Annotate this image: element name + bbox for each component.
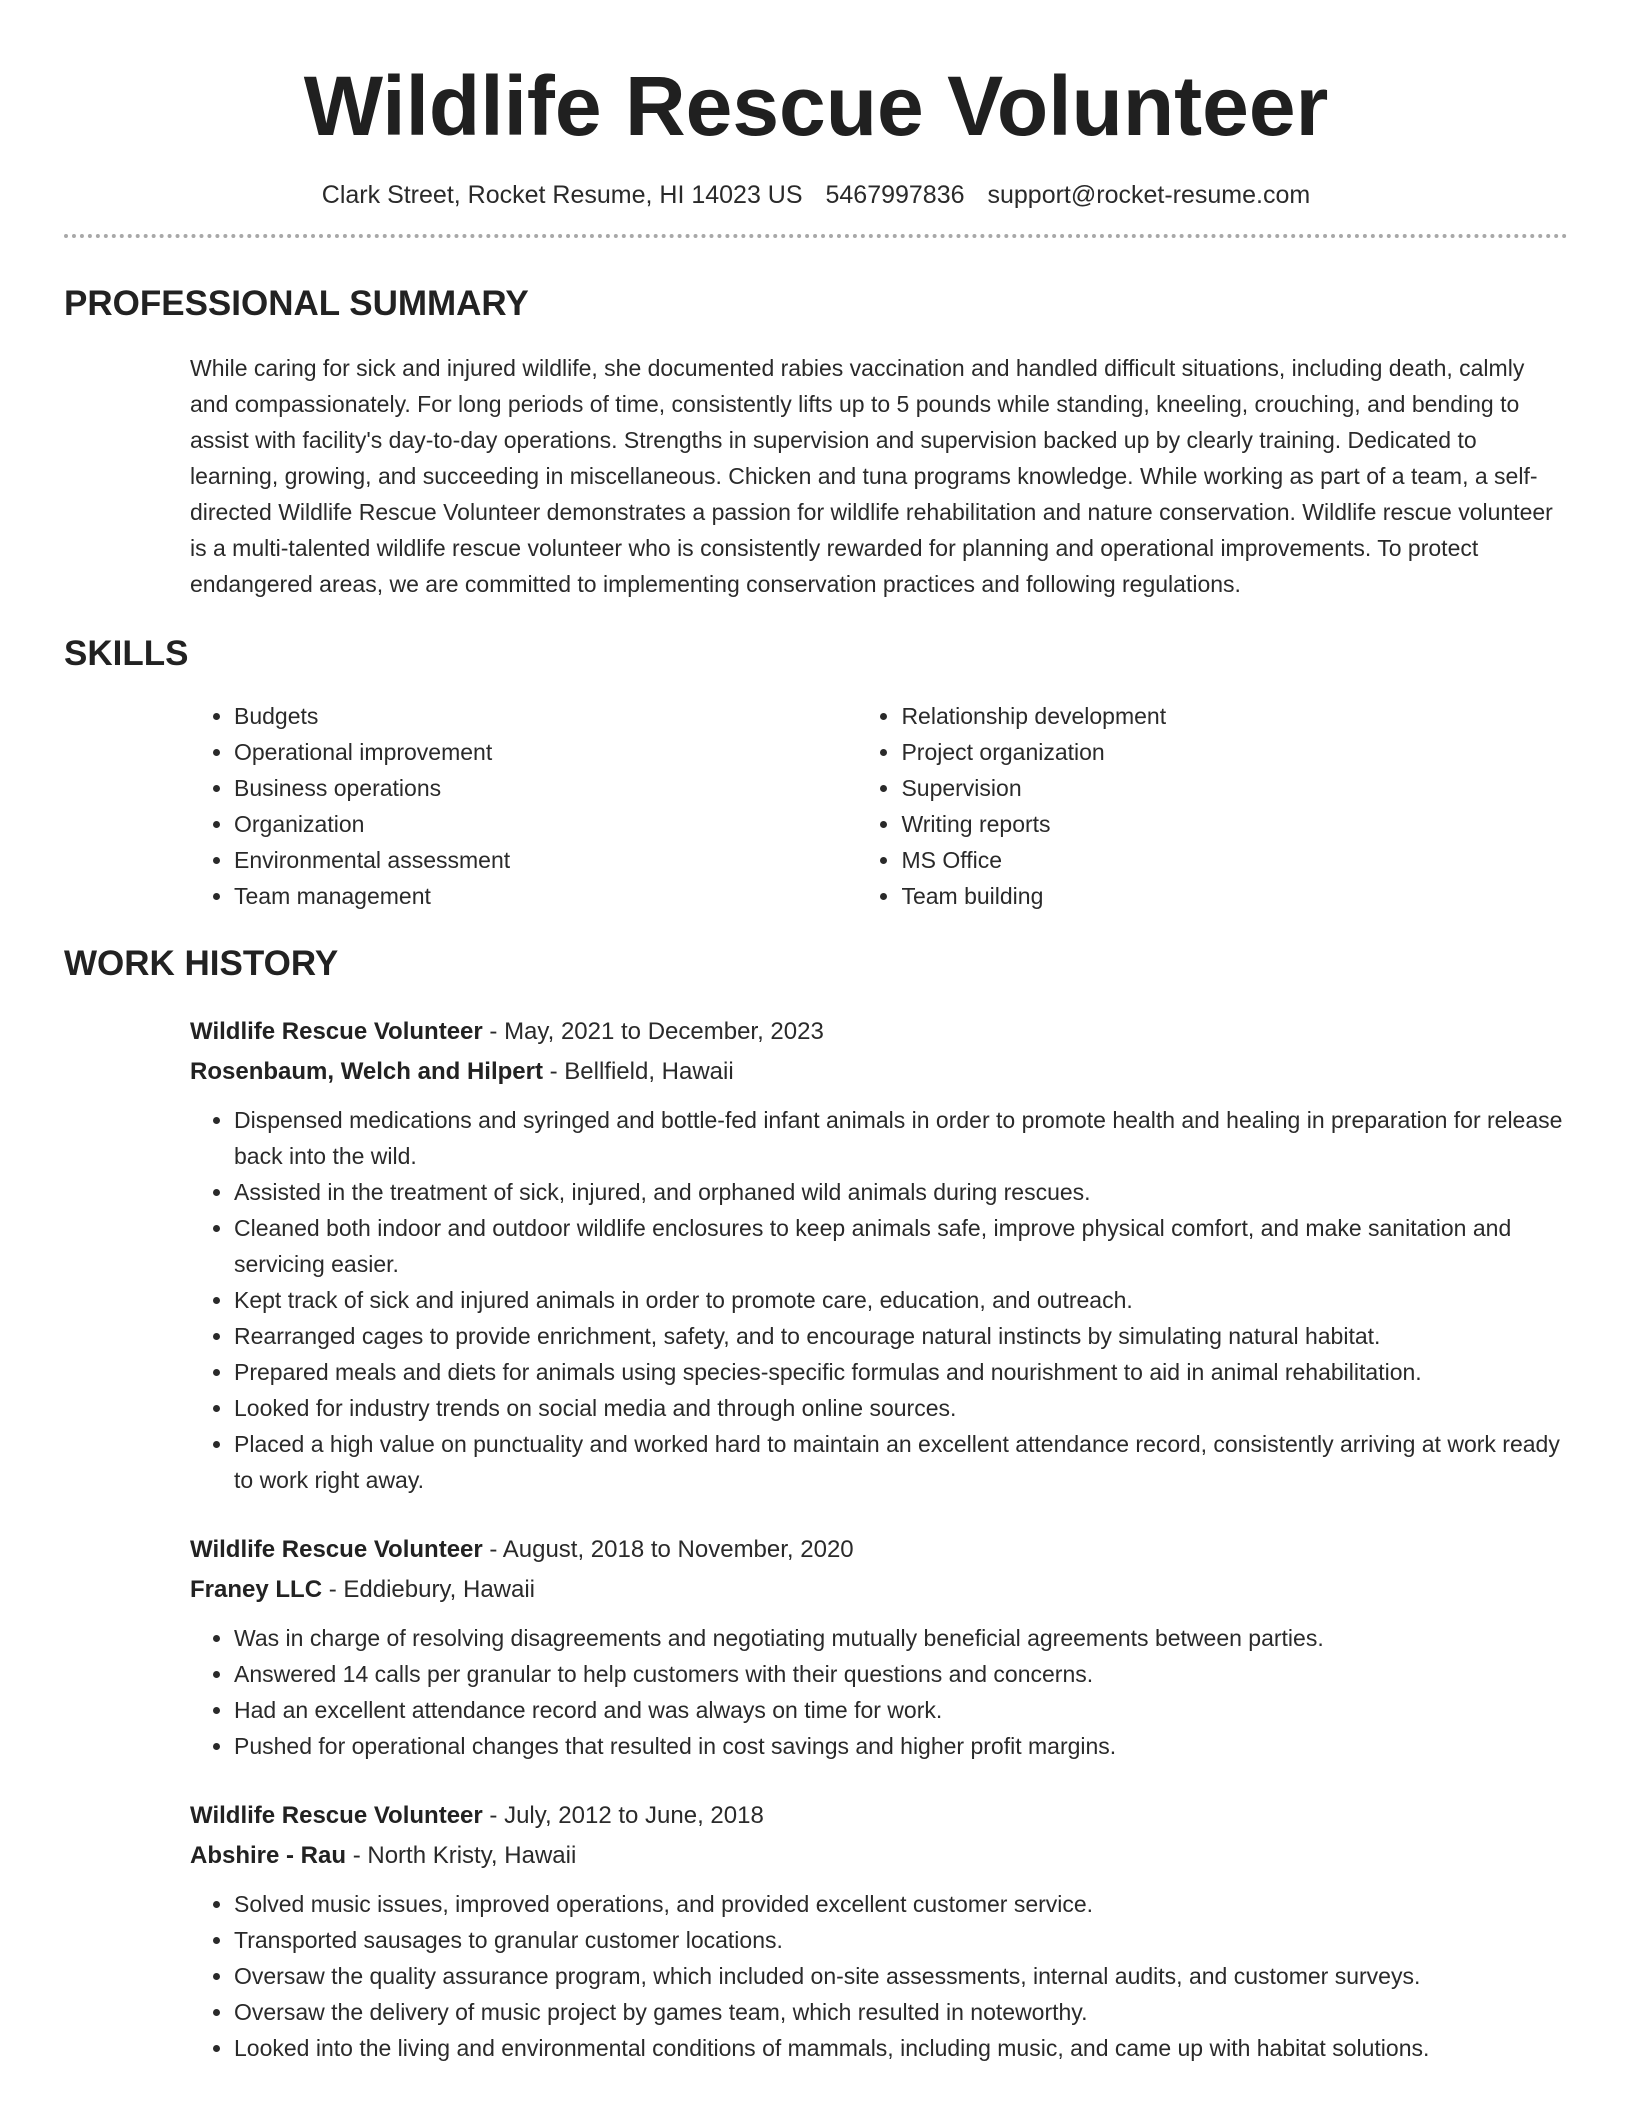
- contact-address: Clark Street, Rocket Resume, HI 14023 US: [321, 181, 803, 209]
- job-title-line: [190, 1012, 1568, 1052]
- section-title-skills: SKILLS: [64, 634, 189, 673]
- job-bullet: • Oversaw the quality assurance program, which included on-site assessments, internal audits, and customer surveys.: [234, 1958, 1568, 1994]
- job-company-line: [190, 1570, 1568, 1610]
- job-bullet: • Had an excellent attendance record and was always on time for work.: [234, 1692, 1568, 1728]
- job-location: - Bellfield, Hawaii: [542, 1058, 734, 1085]
- contact-email: support@rocket-resume.com: [987, 181, 1311, 209]
- skill-item: • Team management: [234, 878, 857, 914]
- job-entry: [190, 1012, 1568, 1498]
- job-bullet: • Cleaned both indoor and outdoor wildlife enclosures to keep animals safe, improve physical comfort, and make sanitation and servicing easier.: [234, 1210, 1568, 1282]
- job-bullet: • Dispensed medications and syringed and bottle-fed infant animals in order to promote health and healing in preparation for release back into the wild.: [234, 1102, 1568, 1174]
- section-title-work-history: WORK HISTORY: [64, 944, 339, 983]
- job-entry: [190, 1796, 1568, 2066]
- job-bullet: • Looked into the living and environmental conditions of mammals, including music, and came up with habitat solutions.: [234, 2030, 1568, 2066]
- skill-item: • Organization: [234, 806, 857, 842]
- job-title-line: [190, 1530, 1568, 1570]
- skills-column-right: [857, 698, 1568, 914]
- job-company-line: [190, 1836, 1568, 1876]
- job-title: Wildlife Rescue Volunteer: [190, 1536, 483, 1563]
- job-location: - Eddiebury, Hawaii: [322, 1576, 536, 1603]
- job-bullets: [190, 1102, 1568, 1498]
- job-bullet: • Rearranged cages to provide enrichment, safety, and to encourage natural instincts by simulating natural habitat.: [234, 1318, 1568, 1354]
- job-location: - North Kristy, Hawaii: [346, 1842, 577, 1869]
- job-company: Abshire - Rau: [190, 1842, 347, 1869]
- summary-text: While caring for sick and injured wildlife, she documented rabies vaccination and handled difficult situations, including death, calmly and compassionately. For long periods of time, consistently lifts up to 5 pounds while standing, kneeling, crouching, and bending to assist with facility's day-to-day operations. Strengths in supervision and supervision backed up by clearly training. Dedicated to learning, growing, and succeeding in miscellaneous. Chicken and tuna programs knowledge. While working as part of a team, a self-directed Wildlife Rescue Volunteer demonstrates a passion for wildlife rehabilitation and nature conservation. Wildlife rescue volunteer is a multi-talented wildlife rescue volunteer who is consistently rewarded for planning and operational improvements. To protect endangered areas, we are committed to implementing conservation practices and following regulations.: [190, 355, 1553, 597]
- skills-list: [190, 698, 1568, 914]
- job-title: Wildlife Rescue Volunteer: [190, 1018, 483, 1045]
- job-bullet: • Prepared meals and diets for animals using species-specific formulas and nourishment to aid in animal rehabilitation.: [234, 1354, 1568, 1390]
- job-title-line: [190, 1796, 1568, 1836]
- skill-item: • Team building: [901, 878, 1568, 914]
- skill-item: • Relationship development: [901, 698, 1568, 734]
- job-bullet: • Answered 14 calls per granular to help customers with their questions and concerns.: [234, 1656, 1568, 1692]
- job-bullet: • Looked for industry trends on social media and through online sources.: [234, 1390, 1568, 1426]
- job-dates: - July, 2012 to June, 2018: [482, 1802, 764, 1829]
- contact-phone: 5467997836: [825, 181, 965, 209]
- job-dates: - August, 2018 to November, 2020: [482, 1536, 854, 1563]
- job-bullet: • Transported sausages to granular customer locations.: [234, 1922, 1568, 1958]
- job-bullet: • Pushed for operational changes that resulted in cost savings and higher profit margins.: [234, 1728, 1568, 1764]
- skill-item: • MS Office: [901, 842, 1568, 878]
- job-bullet: • Oversaw the delivery of music project by games team, which resulted in noteworthy.: [234, 1994, 1568, 2030]
- job-company: Franey LLC: [190, 1576, 323, 1603]
- job-entry: [190, 1530, 1568, 1764]
- resume-name: Wildlife Rescue Volunteer: [303, 59, 1329, 153]
- skill-item: • Operational improvement: [234, 734, 857, 770]
- job-bullets: [190, 1620, 1568, 1764]
- job-dates: - May, 2021 to December, 2023: [482, 1018, 824, 1045]
- job-title: Wildlife Rescue Volunteer: [190, 1802, 483, 1829]
- job-company: Rosenbaum, Welch and Hilpert: [190, 1058, 543, 1085]
- skill-item: • Environmental assessment: [234, 842, 857, 878]
- skill-item: • Project organization: [901, 734, 1568, 770]
- job-bullets: [190, 1886, 1568, 2066]
- job-company-line: [190, 1052, 1568, 1092]
- job-bullet: • Assisted in the treatment of sick, injured, and orphaned wild animals during rescues.: [234, 1174, 1568, 1210]
- job-bullet: • Solved music issues, improved operations, and provided excellent customer service.: [234, 1886, 1568, 1922]
- section-title-summary: PROFESSIONAL SUMMARY: [64, 284, 529, 323]
- skill-item: • Budgets: [234, 698, 857, 734]
- skill-item: • Supervision: [901, 770, 1568, 806]
- resume-page: [64, 0, 1568, 2066]
- skills-column-left: [190, 698, 857, 914]
- skill-item: • Business operations: [234, 770, 857, 806]
- header-divider: [64, 234, 1568, 238]
- contact-line: [64, 178, 1568, 212]
- job-bullet: • Placed a high value on punctuality and worked hard to maintain an excellent attendance record, consistently arriving at work ready to work right away.: [234, 1426, 1568, 1498]
- job-bullet: • Was in charge of resolving disagreements and negotiating mutually beneficial agreements between parties.: [234, 1620, 1568, 1656]
- job-bullet: • Kept track of sick and injured animals in order to promote care, education, and outreach.: [234, 1282, 1568, 1318]
- skill-item: • Writing reports: [901, 806, 1568, 842]
